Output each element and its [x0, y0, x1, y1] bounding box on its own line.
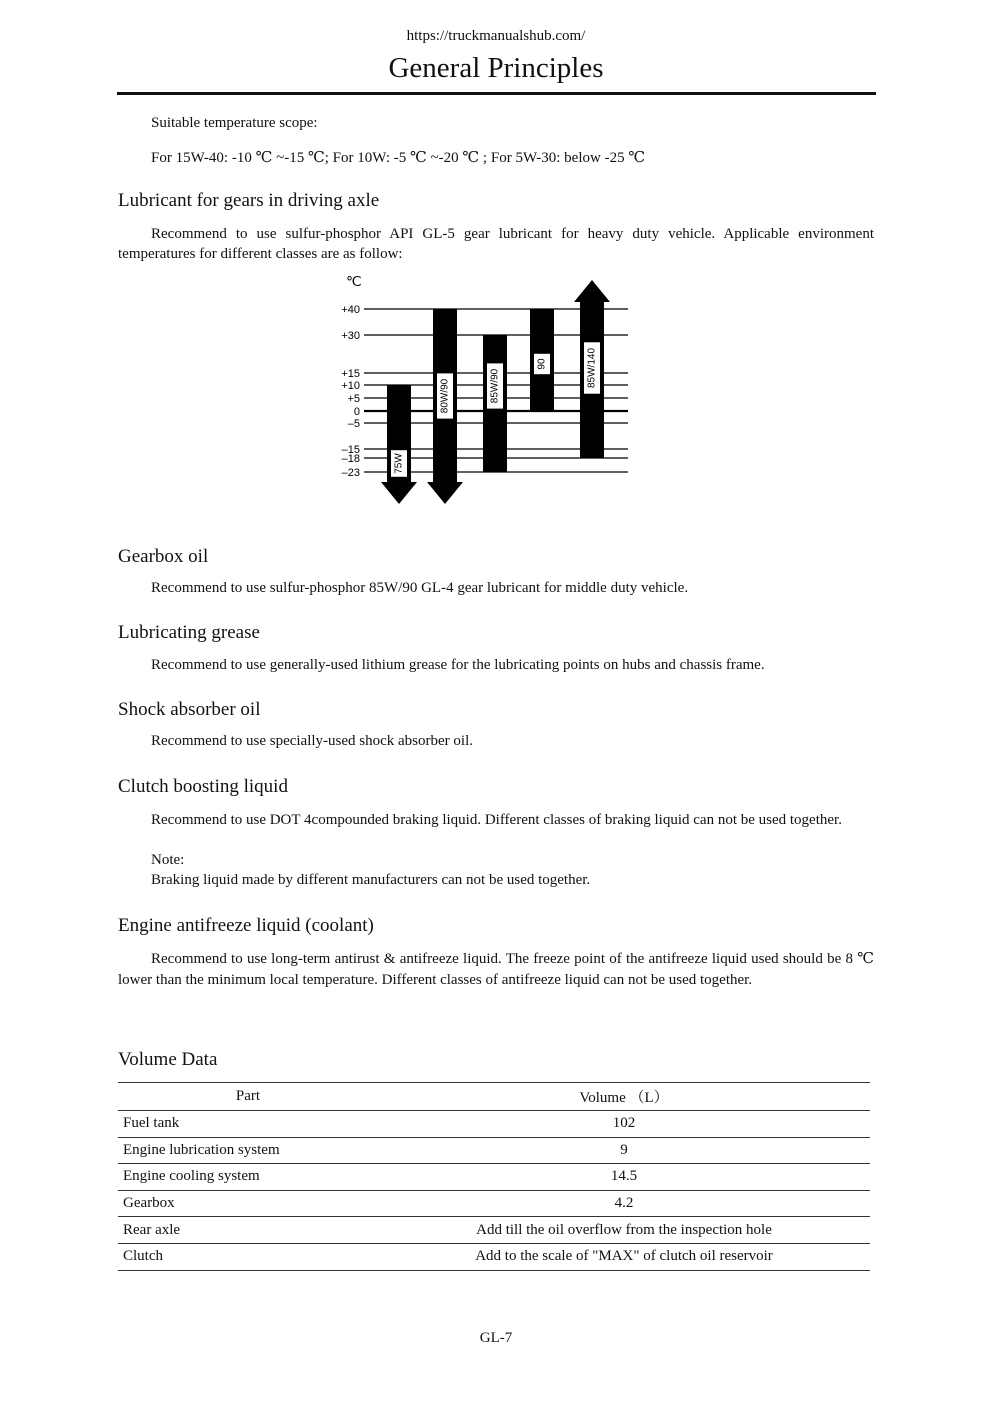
scope-label: Suitable temperature scope: — [151, 115, 318, 131]
volume-cell: Add to the scale of "MAX" of clutch oil reservoir — [378, 1243, 870, 1270]
column-header-volume: Volume （L） — [378, 1083, 870, 1111]
y-tick-label: +30 — [341, 330, 360, 342]
page-number: GL-7 — [479, 1330, 513, 1346]
y-tick-label: 0 — [353, 406, 360, 418]
clutch-note-text: Braking liquid made by different manufacturers can not be used together. — [151, 872, 591, 888]
page-title: General Principles — [388, 52, 604, 84]
series-label: 80W/90 — [439, 378, 451, 414]
clutch-note-label: Note: — [151, 852, 185, 868]
header-rule — [117, 92, 876, 95]
clutch-heading: Clutch boosting liquid — [118, 776, 288, 797]
clutch-text: Recommend to use DOT 4compounded braking liquid. Different classes of braking liquid can not be used together. — [151, 812, 842, 828]
temperature-bars — [381, 280, 610, 504]
table-row — [118, 1217, 870, 1244]
part-cell: Gearbox — [118, 1190, 378, 1217]
gearbox-text: Recommend to use sulfur-phosphor 85W/90 GL-4 gear lubricant for middle duty vehicle. — [151, 580, 689, 596]
temperature-range-chart — [330, 268, 630, 508]
source-url[interactable]: https://truckmanualshub.com/ — [406, 28, 586, 44]
volume-heading: Volume Data — [118, 1049, 218, 1070]
table-row — [118, 1111, 870, 1138]
volume-cell: Add till the oil overflow from the inspection hole — [378, 1217, 870, 1244]
part-cell: Fuel tank — [118, 1111, 378, 1138]
table-header-row — [118, 1083, 870, 1111]
series-label: 90 — [536, 358, 548, 370]
table-row — [118, 1243, 870, 1270]
volume-cell: 102 — [378, 1111, 870, 1138]
part-cell: Engine cooling system — [118, 1164, 378, 1191]
y-tick-label: +40 — [341, 304, 360, 316]
series-label: 85W/90 — [489, 368, 501, 404]
y-tick-label: –5 — [347, 418, 360, 430]
part-cell: Clutch — [118, 1243, 378, 1270]
shock-heading: Shock absorber oil — [118, 699, 261, 720]
grease-text: Recommend to use generally-used lithium grease for the lubricating points on hubs and chassis frame. — [151, 657, 765, 673]
table-row — [118, 1164, 870, 1191]
grease-heading: Lubricating grease — [118, 622, 260, 643]
axle-text: Recommend to use sulfur-phosphor API GL-5 gear lubricant for heavy duty vehicle. Applicable environment temperatures for different classes are as follow: — [118, 226, 874, 262]
volume-cell: 4.2 — [378, 1190, 870, 1217]
column-header-part: Part — [118, 1083, 378, 1111]
y-tick-label: +5 — [347, 393, 360, 405]
volume-table — [118, 1082, 870, 1271]
y-tick-label: –23 — [341, 467, 360, 479]
y-tick-label: +15 — [341, 368, 360, 380]
table-row — [118, 1190, 870, 1217]
coolant-heading: Engine antifreeze liquid (coolant) — [118, 915, 374, 936]
y-tick-label: –18 — [341, 453, 360, 465]
axle-heading: Lubricant for gears in driving axle — [118, 190, 380, 211]
scope-values: For 15W-40: -10 ℃ ~-15 ℃; For 10W: -5 ℃ ~-20 ℃ ; For 5W-30: below -25 ℃ — [151, 150, 646, 166]
table-row — [118, 1137, 870, 1164]
gearbox-heading: Gearbox oil — [118, 546, 209, 567]
part-cell: Engine lubrication system — [118, 1137, 378, 1164]
y-axis-tick-labels — [341, 304, 360, 479]
series-label: 75W — [393, 453, 405, 474]
volume-cell: 14.5 — [378, 1164, 870, 1191]
series-label: 85W/140 — [586, 347, 598, 389]
coolant-text: Recommend to use long-term antirust & antifreeze liquid. The freeze point of the antifreeze liquid used should be 8 ℃ lower than the minimum local temperature. Different classes of antifreeze liquid can not be used together. — [118, 951, 874, 988]
temperature-range-bar — [381, 385, 417, 504]
part-cell: Rear axle — [118, 1217, 378, 1244]
volume-cell: 9 — [378, 1137, 870, 1164]
y-tick-label: –15 — [341, 444, 360, 456]
y-tick-label: +10 — [341, 380, 360, 392]
shock-text: Recommend to use specially-used shock absorber oil. — [151, 733, 474, 749]
y-axis-unit: ℃ — [346, 273, 362, 289]
